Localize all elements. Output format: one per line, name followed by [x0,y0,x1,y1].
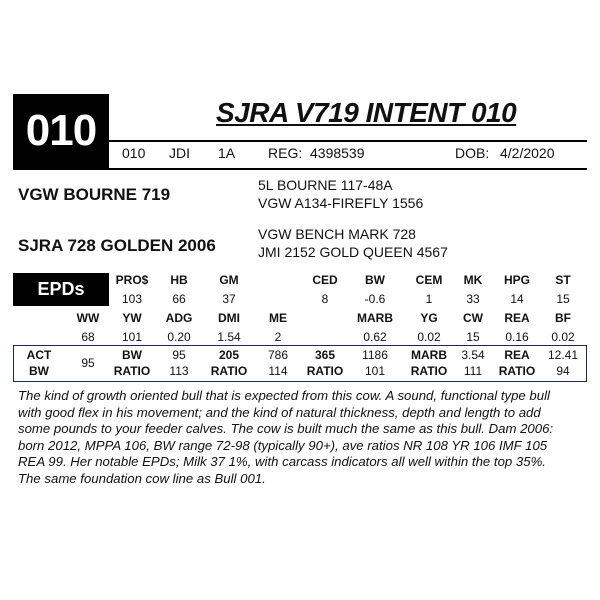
epd-header: MK [463,273,483,287]
title-rule [109,140,587,142]
epd-header: WW [76,311,100,325]
description-line: some pounds to your feeder calves. The cow is built much the same as this bull. Dam 2006: [18,421,554,436]
tattoo: 010 [122,145,146,161]
actual-label: MARB [411,348,447,362]
epd-value: 8 [321,292,329,306]
actual-label: 205 [218,348,240,362]
epd-value: 103 [121,292,143,306]
actual-value: 114 [268,364,288,378]
dob-label: DOB: [455,145,490,161]
actual-value: 3.54 [461,348,485,362]
actual-label: ACT [26,348,52,362]
epd-header: MARB [357,311,393,325]
epd-value: 101 [121,330,143,344]
header-rule [13,168,587,170]
dam-sire: VGW BENCH MARK 728 [258,226,416,242]
epd-value: 0.62 [363,330,387,344]
reg-number: 4398539 [310,145,365,161]
actual-value: 12.41 [547,348,579,362]
actual-value: 111 [463,364,483,378]
epd-header: HB [170,273,188,287]
epd-value: -0.6 [364,292,386,306]
description-line: The kind of growth oriented bull that is expected from this cow. A sound, functional type bull [18,388,550,403]
actual-label: 365 [314,348,336,362]
actual-label: REA [504,348,530,362]
actual-value: 94 [556,364,570,378]
dam-dam: JMI 2152 GOLD QUEEN 4567 [258,244,448,260]
lot-number: 010 [13,94,109,168]
actual-value: 95 [172,348,186,362]
actual-label: RATIO [113,364,151,378]
epd-value: 15 [466,330,480,344]
epd-header: ST [555,273,571,287]
description-line: REA 99. Her notable EPDs; Milk 37 1%, with carcass indicators all well within the top 35%. [18,454,546,469]
epd-header: PRO$ [115,273,149,287]
epd-value: 66 [172,292,186,306]
actual-label: BW [122,348,142,362]
epd-value: 14 [510,292,524,306]
actual-value: 1186 [362,348,388,362]
actual-label: RATIO [410,364,448,378]
herd-prefix: JDI [169,145,190,161]
reg-label: REG: [268,145,303,161]
epd-header: CED [312,273,338,287]
epds-label: EPDs [13,273,109,306]
epd-value: 68 [81,330,95,344]
sire-dam: VGW A134-FIREFLY 1556 [258,195,424,211]
description-line: The same foundation cow line as Bull 001. [18,470,266,486]
epd-header: BF [555,311,571,325]
epd-header: CEM [415,273,443,287]
epd-value: 1 [425,292,433,306]
actual-label: RATIO [306,364,344,378]
actual-label: BW [29,364,49,378]
brand: 1A [218,145,236,161]
epd-header: DMI [218,311,240,325]
epd-value: 0.02 [551,330,575,344]
description-line: born 2012, MPPA 106, BW range 72-98 (typically 90+), ave ratios NR 108 YR 106 IMF 105 [18,437,548,453]
epd-header: YW [122,311,142,325]
epd-header: GM [219,273,239,287]
epd-value: 0.16 [505,330,529,344]
epd-header: REA [504,311,530,325]
dob-value: 4/2/2020 [500,145,555,161]
epd-header: ADG [165,311,193,325]
actual-value: 786 [267,348,289,362]
epd-value: 37 [222,292,236,306]
sire-name: VGW BOURNE 719 [18,185,171,204]
actual-value: 101 [364,364,386,378]
epd-value: 33 [466,292,480,306]
epd-value: 1.54 [217,330,241,344]
epd-value: 0.02 [417,330,441,344]
epd-value: 2 [274,330,282,344]
epd-header: CW [463,311,483,325]
actual-label: RATIO [210,364,248,378]
actual-value: 95 [81,356,95,370]
epd-header: BW [365,273,385,287]
actual-label: RATIO [498,364,536,378]
epd-header: ME [269,311,287,325]
epd-value: 15 [556,292,570,306]
dam-name: SJRA 728 GOLDEN 2006 [18,236,216,255]
epd-value: 0.20 [167,330,191,344]
actual-value: 113 [169,364,189,378]
epd-header: HPG [503,273,530,287]
sire-sire: 5L BOURNE 117-48A [258,177,393,193]
description [18,388,588,487]
description-line: with good flex in his movement; and the kind of natural thickness, depth and length to add [18,404,541,420]
animal-name: SJRA V719 INTENT 010 [216,97,517,128]
epd-header: YG [420,311,438,325]
